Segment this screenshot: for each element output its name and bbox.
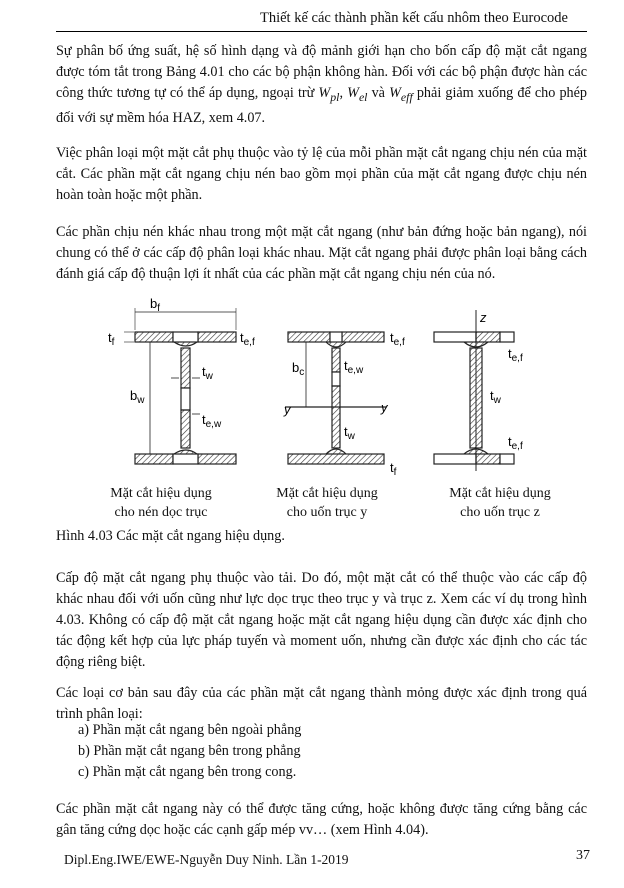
paragraph-6: Các phần mặt cắt ngang này có thể được tăng cứng, hoặc không được tăng cứng bằng các gân tăng cứng dọc hoặc các cạnh gấp mép vv… (xem Hình 4.04).	[56, 801, 587, 838]
paragraph-3: Các phần chịu nén khác nhau trong một mặt cắt ngang (như bản đứng hoặc bản ngang), nói chung có thể ở các cấp độ phân loại khác nhau. Mặt cắt ngang phải được phân loại bằng cách đánh giá cấp độ thuận lợi ít nhất của các phần mặt cắt ngang chịu nén của nó.	[56, 224, 587, 282]
label-tef: $t_{e,f}$	[240, 330, 255, 348]
label-tw: $t_w$	[202, 364, 213, 382]
section-bending-y	[285, 332, 386, 464]
label-bf: $b_f$	[150, 296, 161, 314]
label-tew: $t_{e,w}$	[202, 412, 222, 430]
section-bending-z	[434, 310, 514, 471]
page-number: 37	[576, 848, 590, 863]
paragraph-1: Sự phân bố ứng suất, hệ số hình dạng và độ mảnh giới hạn cho bốn cấp độ mặt cắt ngang được tóm tắt trong Bảng 4.01 cho các bộ phận không hàn. Đối với các bộ phận được hàn các công thức tương tự có thể áp dụng, ngoại trừ $W_{pl}$, $W_{el}$ và $W_{eff}$ phải giảm xuống để cho phép đối với sự mềm hóa HAZ, xem 4.07.	[56, 43, 588, 126]
paragraph-4: Cấp độ mặt cắt ngang phụ thuộc vào tải. Do đó, một mặt cắt có thể thuộc vào các cấp độ khác nhau đối với uốn cũng như lực dọc trục theo trục y và trục z. Xem các ví dụ trong hình 4.03. Không có cấp độ mặt cắt ngang hoặc mặt cắt ngang hiệu dụng cần được xác định cho tác động kết hợp của lực pháp tuyến và moment uốn, nhưng cần được xác định cho các tác động riêng biệt.	[56, 570, 587, 670]
list-item: b) Phần mặt cắt ngang bên trong phẳng	[78, 743, 301, 759]
label-tf-y: $t_f$	[390, 460, 397, 478]
label-bc: $b_c$	[292, 360, 305, 378]
paragraph-2: Việc phân loại một mặt cắt phụ thuộc vào tỷ lệ của mỗi phần mặt cắt ngang chịu nén của mặt cắt. Các phần mặt cắt ngang chịu nén bao gồm mọi phần của mặt cắt ngang được chịu nén hoàn toàn hoặc một phần.	[56, 145, 587, 203]
label-tw-y: $t_w$	[344, 424, 355, 442]
section-axial	[124, 308, 236, 464]
label-tw-z: $t_w$	[490, 388, 501, 406]
caption-axial: Mặt cắt hiệu dụng cho nén dọc trục	[110, 486, 212, 520]
label-tef-z-bottom: $t_{e,f}$	[508, 434, 523, 452]
list-item: a) Phần mặt cắt ngang bên ngoài phẳng	[78, 722, 302, 738]
figure-drawing	[100, 296, 570, 476]
figure-title: Hình 4.03 Các mặt cắt ngang hiệu dụng.	[56, 528, 285, 544]
axis-y-right: y	[381, 400, 388, 415]
label-tew-y: $t_{e,w}$	[344, 358, 364, 376]
axis-z: z	[480, 310, 487, 325]
footer-text: Dipl.Eng.IWE/EWE-Nguyễn Duy Ninh. Lần 1-2019	[64, 852, 349, 867]
caption-bending-z: Mặt cắt hiệu dụng cho uốn trục z	[449, 486, 551, 520]
list-item: c) Phần mặt cắt ngang bên trong cong.	[78, 764, 297, 780]
header-rule	[56, 31, 587, 32]
label-tef-z-top: $t_{e,f}$	[508, 346, 523, 364]
page-header: Thiết kế các thành phần kết cấu nhôm theo Eurocode	[259, 10, 568, 26]
label-tf: $t_f$	[108, 330, 115, 348]
figure-effective-sections	[100, 296, 570, 476]
caption-bending-y: Mặt cắt hiệu dụng cho uốn trục y	[276, 486, 378, 520]
axis-y-left: y	[284, 402, 291, 417]
label-tef-y: $t_{e,f}$	[390, 330, 405, 348]
label-bw: $b_w$	[130, 388, 145, 406]
paragraph-5: Các loại cơ bản sau đây của các phần mặt cắt ngang thành mỏng được xác định trong quá trình phân loại:	[56, 685, 587, 722]
